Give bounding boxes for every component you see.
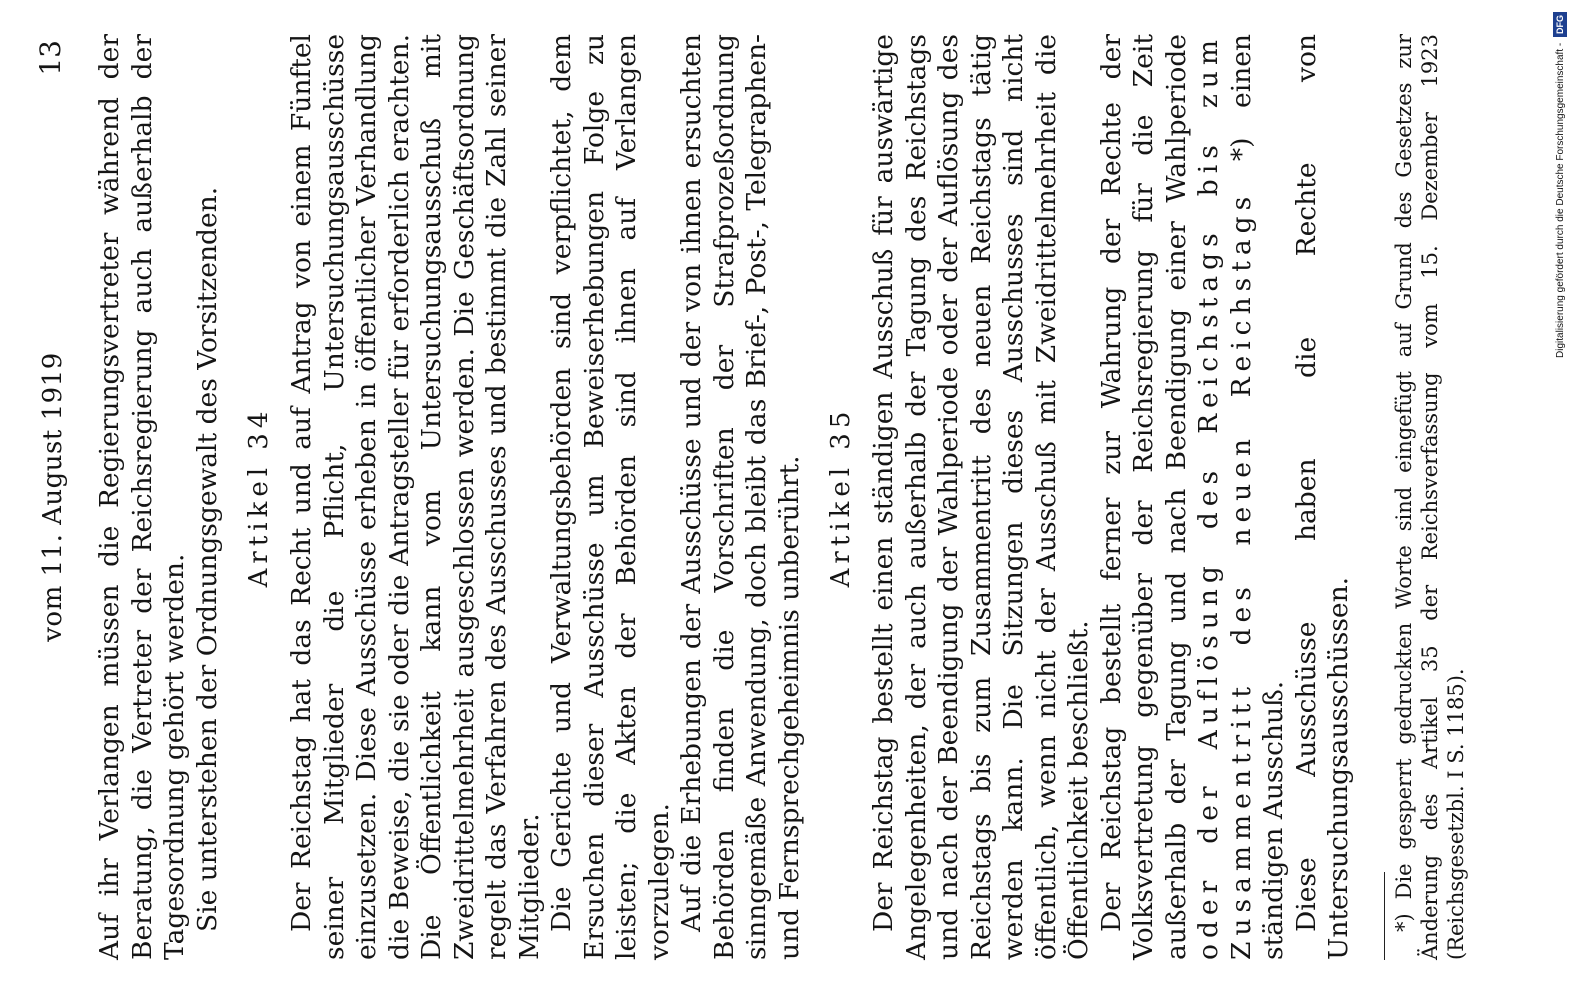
footnote [1391, 34, 1469, 960]
paragraph-text: *) einen ständigen Ausschuß. [1225, 34, 1289, 960]
running-head [28, 34, 82, 960]
article-paragraph: Auf die Erhebungen der Ausschüsse und der von ihnen ersuchten Behörden finden die Vorschriften der Strafprozeßordnung sinngemäße Anwendung, doch bleibt das Brief-, Post-, Telegraphen- und Fernsprechgeheimnis unberührt. [676, 34, 805, 960]
spaced-inserted-text: oder der Auflösung des Reichstags bis zum Zusammentritt des neuen Reichstags [1193, 34, 1257, 960]
article-34-heading: Artikel 34 [244, 406, 274, 588]
digitization-stamp [1553, 12, 1567, 982]
paragraph-text: Der Reichstag bestellt ferner zur Wahrung der Rechte der Volksvertretung gegenüber der Reichsregierung für die Zeit außerhalb der Tagung und nach Beendigung einer Wahlperiode [1095, 34, 1192, 960]
article-paragraph: Diese Ausschüsse haben die Rechte von Untersuchungsausschüssen. [1290, 34, 1354, 960]
dfg-logo: DFG [1553, 12, 1567, 37]
footnote-rule [1384, 872, 1385, 960]
page-number: 13 [34, 40, 67, 76]
article-paragraph: Der Reichstag bestellt einen ständigen Ausschuß für auswärtige Angelegenheiten, der auch außerhalb der Tagung des Reichstags und nach der Beendigung der Wahlperiode oder der Auflösung des Reichstags bis zum Zusammentritt des neuen Reichstags tätig werden kann. Die Sitzungen dieses Ausschusses sind nicht öffentlich, wenn nicht der Ausschuß mit Zweidrittelmehrheit die Öffentlichkeit beschließt. [868, 34, 1094, 960]
intro-section [94, 34, 224, 960]
article-paragraph [1096, 34, 1291, 960]
stamp-label: Digitalisierung gefördert durch die Deutsche Forschungsgemeinschaft - [1555, 42, 1566, 358]
stamp-text [1553, 12, 1567, 982]
running-title: vom 11. August 1919 [38, 352, 68, 642]
article-35-heading: Artikel 35 [826, 406, 856, 588]
article-paragraph: Der Reichstag hat das Recht und auf Antrag von einem Fünftel seiner Mitglieder die Pflicht, Untersuchungsausschüsse einzusetzen. Diese Ausschüsse erheben in öffentlicher Verhandlung die Beweise, die sie oder die Antragsteller für erforderlich erachten. Die Öffentlichkeit kann vom Untersuchungsausschuß mit Zweidrittelmehrheit ausgeschlossen werden. Die Geschäftsordnung regelt das Verfahren des Ausschusses und bestimmt die Zahl seiner Mitglieder. [286, 34, 545, 960]
article-34-body [286, 34, 806, 960]
footnote-text: *) Die gesperrt gedruckten Worte sind eingefügt auf Grund des Gesetzes zur Änderung des Artikel 35 der Reichsverfassung vom 15. Dezember 1923 (Reichsgesetzbl. I S. 1185). [1391, 34, 1468, 960]
article-35-body [868, 34, 1356, 960]
intro-paragraph: Sie unterstehen der Ordnungsgewalt des Vorsitzenden. [191, 186, 223, 932]
intro-paragraph: Auf ihr Verlangen müssen die Regierungsvertreter während der Beratung, die Vertreter der Reichsregierung auch außerhalb der Tagesordnung gehört werden. [94, 34, 190, 960]
article-paragraph: Die Gerichte und Verwaltungsbehörden sind verpflichtet, dem Ersuchen dieser Ausschüsse um Beweiserhebungen Folge zu leisten; die Akten der Behörden sind ihnen auf Verlangen vorzulegen. [546, 34, 675, 960]
